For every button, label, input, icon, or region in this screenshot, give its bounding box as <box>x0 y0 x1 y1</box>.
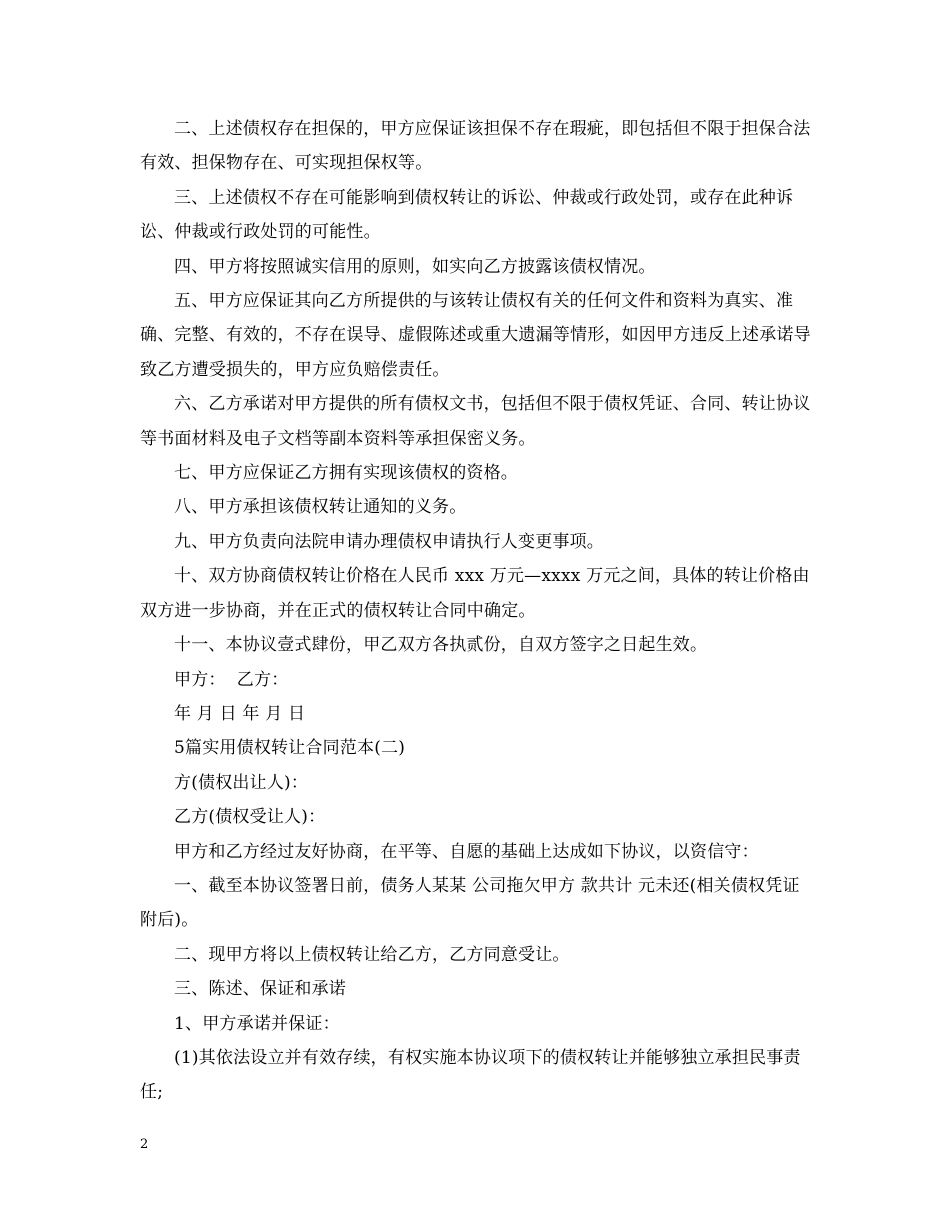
paragraph-clause-3: 三、上述债权不存在可能影响到债权转让的诉讼、仲裁或行政处罚，或存在此种诉讼、仲裁或行政处罚的可能性。 <box>140 187 794 243</box>
paragraph-article-2: 二、现甲方将以上债权转让给乙方，乙方同意受让。 <box>174 944 570 965</box>
paragraph-clause-11: 十一、本协议壹式肆份，甲乙双方各执贰份，自双方签字之日起生效。 <box>174 635 708 656</box>
paragraph-item-1: 1、甲方承诺并保证： <box>174 1013 340 1034</box>
paragraph-clause-8: 八、甲方承担该债权转让通知的义务。 <box>174 497 467 518</box>
paragraph-clause-2: 二、上述债权存在担保的，甲方应保证该担保不存在瑕疵，即包括但不限于担保合法有效、担保物存在、可实现担保权等。 <box>140 119 811 174</box>
paragraph-clause-4: 四、甲方将按照诚实信用的原则，如实向乙方披露该债权情况。 <box>174 256 656 277</box>
party-a-label: 方(债权出让人)： <box>174 772 309 793</box>
signature-date-line: 年 月 日 年 月 日 <box>174 703 306 724</box>
paragraph-clause-6: 六、乙方承诺对甲方提供的所有债权文书，包括但不限于债权凭证、合同、转让协议等书面材料及电子文档等副本资料等承担保密义务。 <box>140 394 811 449</box>
paragraph-clause-10: 十、双方协商债权转让价格在人民币 xxx 万元—xxxx 万元之间，具体的转让价格由双方进一步协商，并在正式的债权转让合同中确定。 <box>140 566 810 621</box>
document-body <box>140 112 812 1110</box>
paragraph-article-1: 一、截至本协议签署日前，债务人某某 公司拖欠甲方 款共计 元未还(相关债权凭证附后)。 <box>140 875 800 931</box>
paragraph-clause-5: 五、甲方应保证其向乙方所提供的与该转让债权有关的任何文件和资料为真实、准确、完整、有效的，不存在误导、虚假陈述或重大遗漏等情形，如因甲方违反上述承诺导致乙方遭受损失的，甲方应负赔偿责任。 <box>140 291 811 380</box>
paragraph-subitem-1: (1)其依法设立并有效存续，有权实施本协议项下的债权转让并能够独立承担民事责任; <box>140 1047 801 1103</box>
paragraph-clause-7: 七、甲方应保证乙方拥有实现该债权的资格。 <box>174 463 518 484</box>
paragraph-article-3: 三、陈述、保证和承诺 <box>174 979 346 1000</box>
section-title: 5篇实用债权转让合同范本(二) <box>174 738 406 759</box>
preamble-paragraph: 甲方和乙方经过友好协商，在平等、自愿的基础上达成如下协议，以资信守： <box>174 841 759 862</box>
party-b-label: 乙方(债权受让人)： <box>174 807 326 828</box>
page-number: 2 <box>140 1137 149 1152</box>
signature-parties-line: 甲方： 乙方： <box>174 669 289 690</box>
paragraph-clause-9: 九、甲方负责向法院申请办理债权申请执行人变更事项。 <box>174 531 604 552</box>
